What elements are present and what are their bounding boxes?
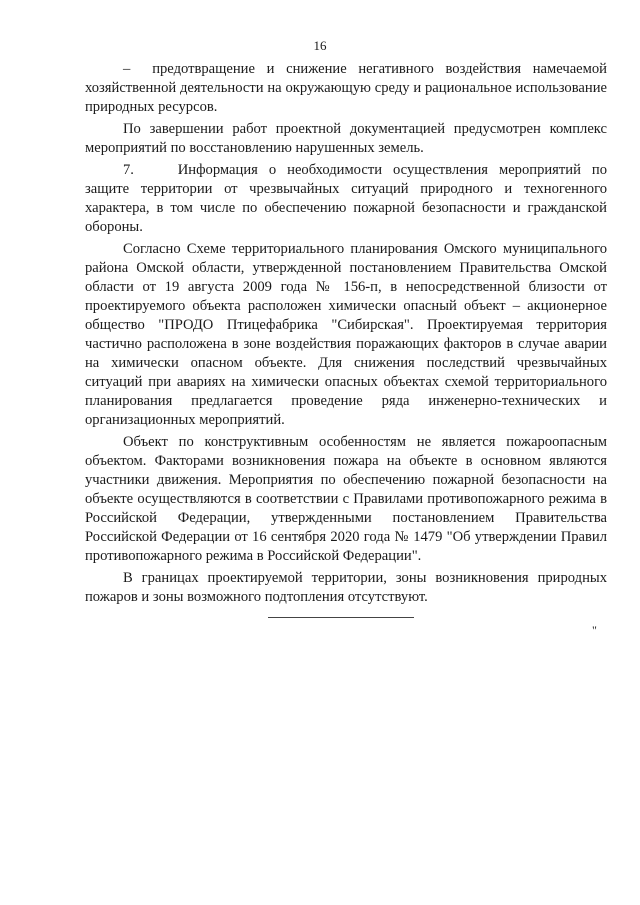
document-body bbox=[85, 60, 607, 607]
list-item-dash: – предотвращение и снижение негативного воздействия намечаемой хозяйственной деятельности на окружающую среду и рациональное использование природных ресурсов. bbox=[85, 61, 607, 115]
page-number: 16 bbox=[313, 38, 327, 53]
section-heading-7: 7. Информация о необходимости осуществления мероприятий по защите территории от чрезвычайных ситуаций природного и техногенного характера, в том числе по обеспечению пожарной безопасности и гражданской обороны. bbox=[85, 162, 607, 235]
closing-quote-mark: " bbox=[592, 623, 597, 637]
paragraph-natural-fires: В границах проектируемой территории, зоны возникновения природных пожаров и зоны возможного подтопления отсутствуют. bbox=[85, 570, 607, 605]
paragraph-territorial-scheme: Согласно Схеме территориального планирования Омского муниципального района Омской области, утвержденной постановлением Правительства Омской области от 19 августа 2009 года № 156-п, в непосредственной близости от проектируемого объекта расположен химически опасный объект – акционерное общество "ПРОДО Птицефабрика "Сибирская". Проектируемая территория частично расположена в зоне воздействия поражающих факторов в случае аварии на химически опасном объекте. Для снижения последствий чрезвычайных ситуаций при авариях на химически опасных объектах схемой территориального планирования предлагается проведение ряда инженерно-технических и организационных мероприятий. bbox=[85, 241, 607, 428]
paragraph-restoration: По завершении работ проектной документацией предусмотрен комплекс мероприятий по восстановлению нарушенных земель. bbox=[85, 121, 607, 156]
paragraph-fire-safety: Объект по конструктивным особенностям не является пожароопасным объектом. Факторами возникновения пожара на объекте в основном являются участники движения. Мероприятия по обеспечению пожарной безопасности на объекте осуществляются в соответствии с Правилами противопожарного режима в Российской Федерации, утвержденными постановлением Правительства Российской Федерации от 16 сентября 2020 года № 1479 "Об утверждении Правил противопожарного режима в Российской Федерации". bbox=[85, 434, 607, 564]
separator-line bbox=[268, 617, 414, 618]
